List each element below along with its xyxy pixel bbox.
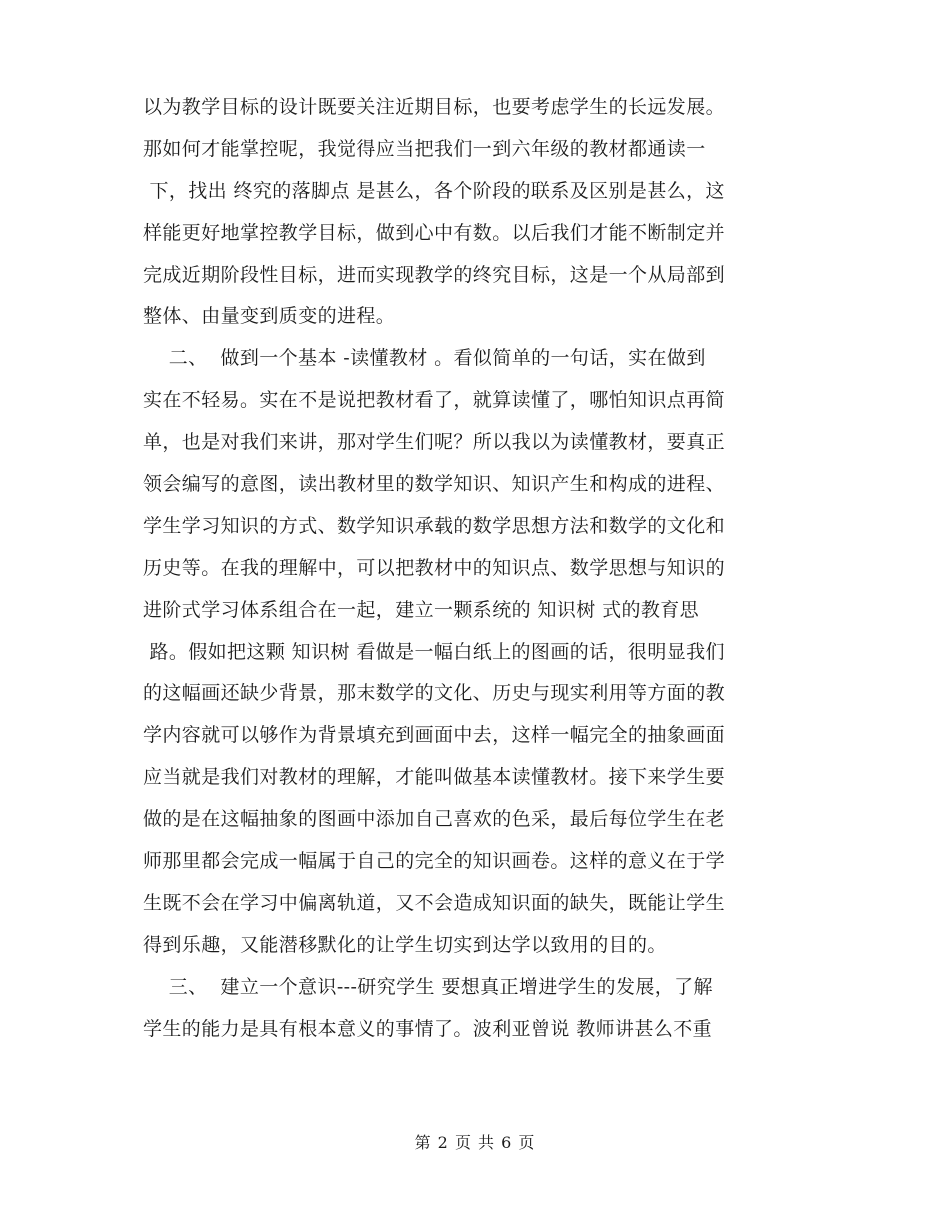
text-line: 生既不会在学习中偏离轨道，又不会造成知识面的缺失，既能让学生: [143, 891, 726, 914]
text-line: 学内容就可以够作为背景填充到画面中去，这样一幅完全的抽象画面: [143, 724, 726, 747]
text-line: 下，找出 终究的落脚点 是甚么，各个阶段的联系及区别是甚么，这: [143, 179, 725, 202]
text-line: 完成近期阶段性目标，进而实现教学的终究目标，这是一个从局部到: [143, 263, 726, 286]
text-line: 进阶式学习体系组合在一起，建立一颗系统的 知识树 式的教育思: [143, 598, 700, 621]
text-line: 应当就是我们对教材的理解，才能叫做基本读懂教材。接下来学生要: [143, 766, 726, 789]
text-line: 整体、由量变到质变的进程。: [143, 305, 396, 328]
text-line: 历史等。在我的理解中，可以把教材中的知识点、数学思想与知识的: [143, 556, 726, 579]
text-line: 师那里都会完成一幅属于自己的完全的知识画卷。这样的意义在于学: [143, 850, 726, 873]
text-line: 以为教学目标的设计既要关注近期目标，也要考虑学生的长远发展。: [143, 96, 726, 118]
text-line: 那如何才能掌控呢，我觉得应当把我们一到六年级的教材都通读一: [143, 137, 706, 160]
text-line: 路。假如把这颗 知识树 看做是一幅白纸上的图画的话，很明显我们: [143, 640, 725, 663]
text-line: 实在不轻易。实在不是说把教材看了，就算读懂了，哪怕知识点再简: [143, 389, 726, 412]
body-text: [143, 87, 823, 1050]
text-line: 得到乐趣，又能潜移默化的让学生切实到达学以致用的目的。: [143, 933, 667, 956]
text-line: 单，也是对我们来讲，那对学生们呢？所以我以为读懂教材，要真正: [143, 431, 726, 454]
text-line: 做的是在这幅抽象的图画中添加自己喜欢的色采，最后每位学生在老: [143, 808, 726, 831]
text-line: 二、 做到一个基本 -读懂教材 。看似简单的一句话，实在做到: [143, 347, 706, 370]
text-line: 样能更好地掌控教学目标，做到心中有数。以后我们才能不断制定并: [143, 221, 726, 244]
text-line: 的这幅画还缺少背景，那末数学的文化、历史与现实利用等方面的教: [143, 682, 726, 705]
text-line: 学生学习知识的方式、数学知识承载的数学思想方法和数学的文化和: [143, 514, 726, 537]
text-line: 领会编写的意图，读出教材里的数学知识、知识产生和构成的进程、: [143, 473, 726, 496]
text-line: 三、 建立一个意识---研究学生 要想真正增进学生的发展，了解: [143, 975, 713, 998]
page-number-footer: 第 2 页 共 6 页: [414, 1133, 536, 1152]
text-line: 学生的能力是具有根本意义的事情了。波利亚曾说 教师讲甚么不重: [143, 1017, 713, 1040]
